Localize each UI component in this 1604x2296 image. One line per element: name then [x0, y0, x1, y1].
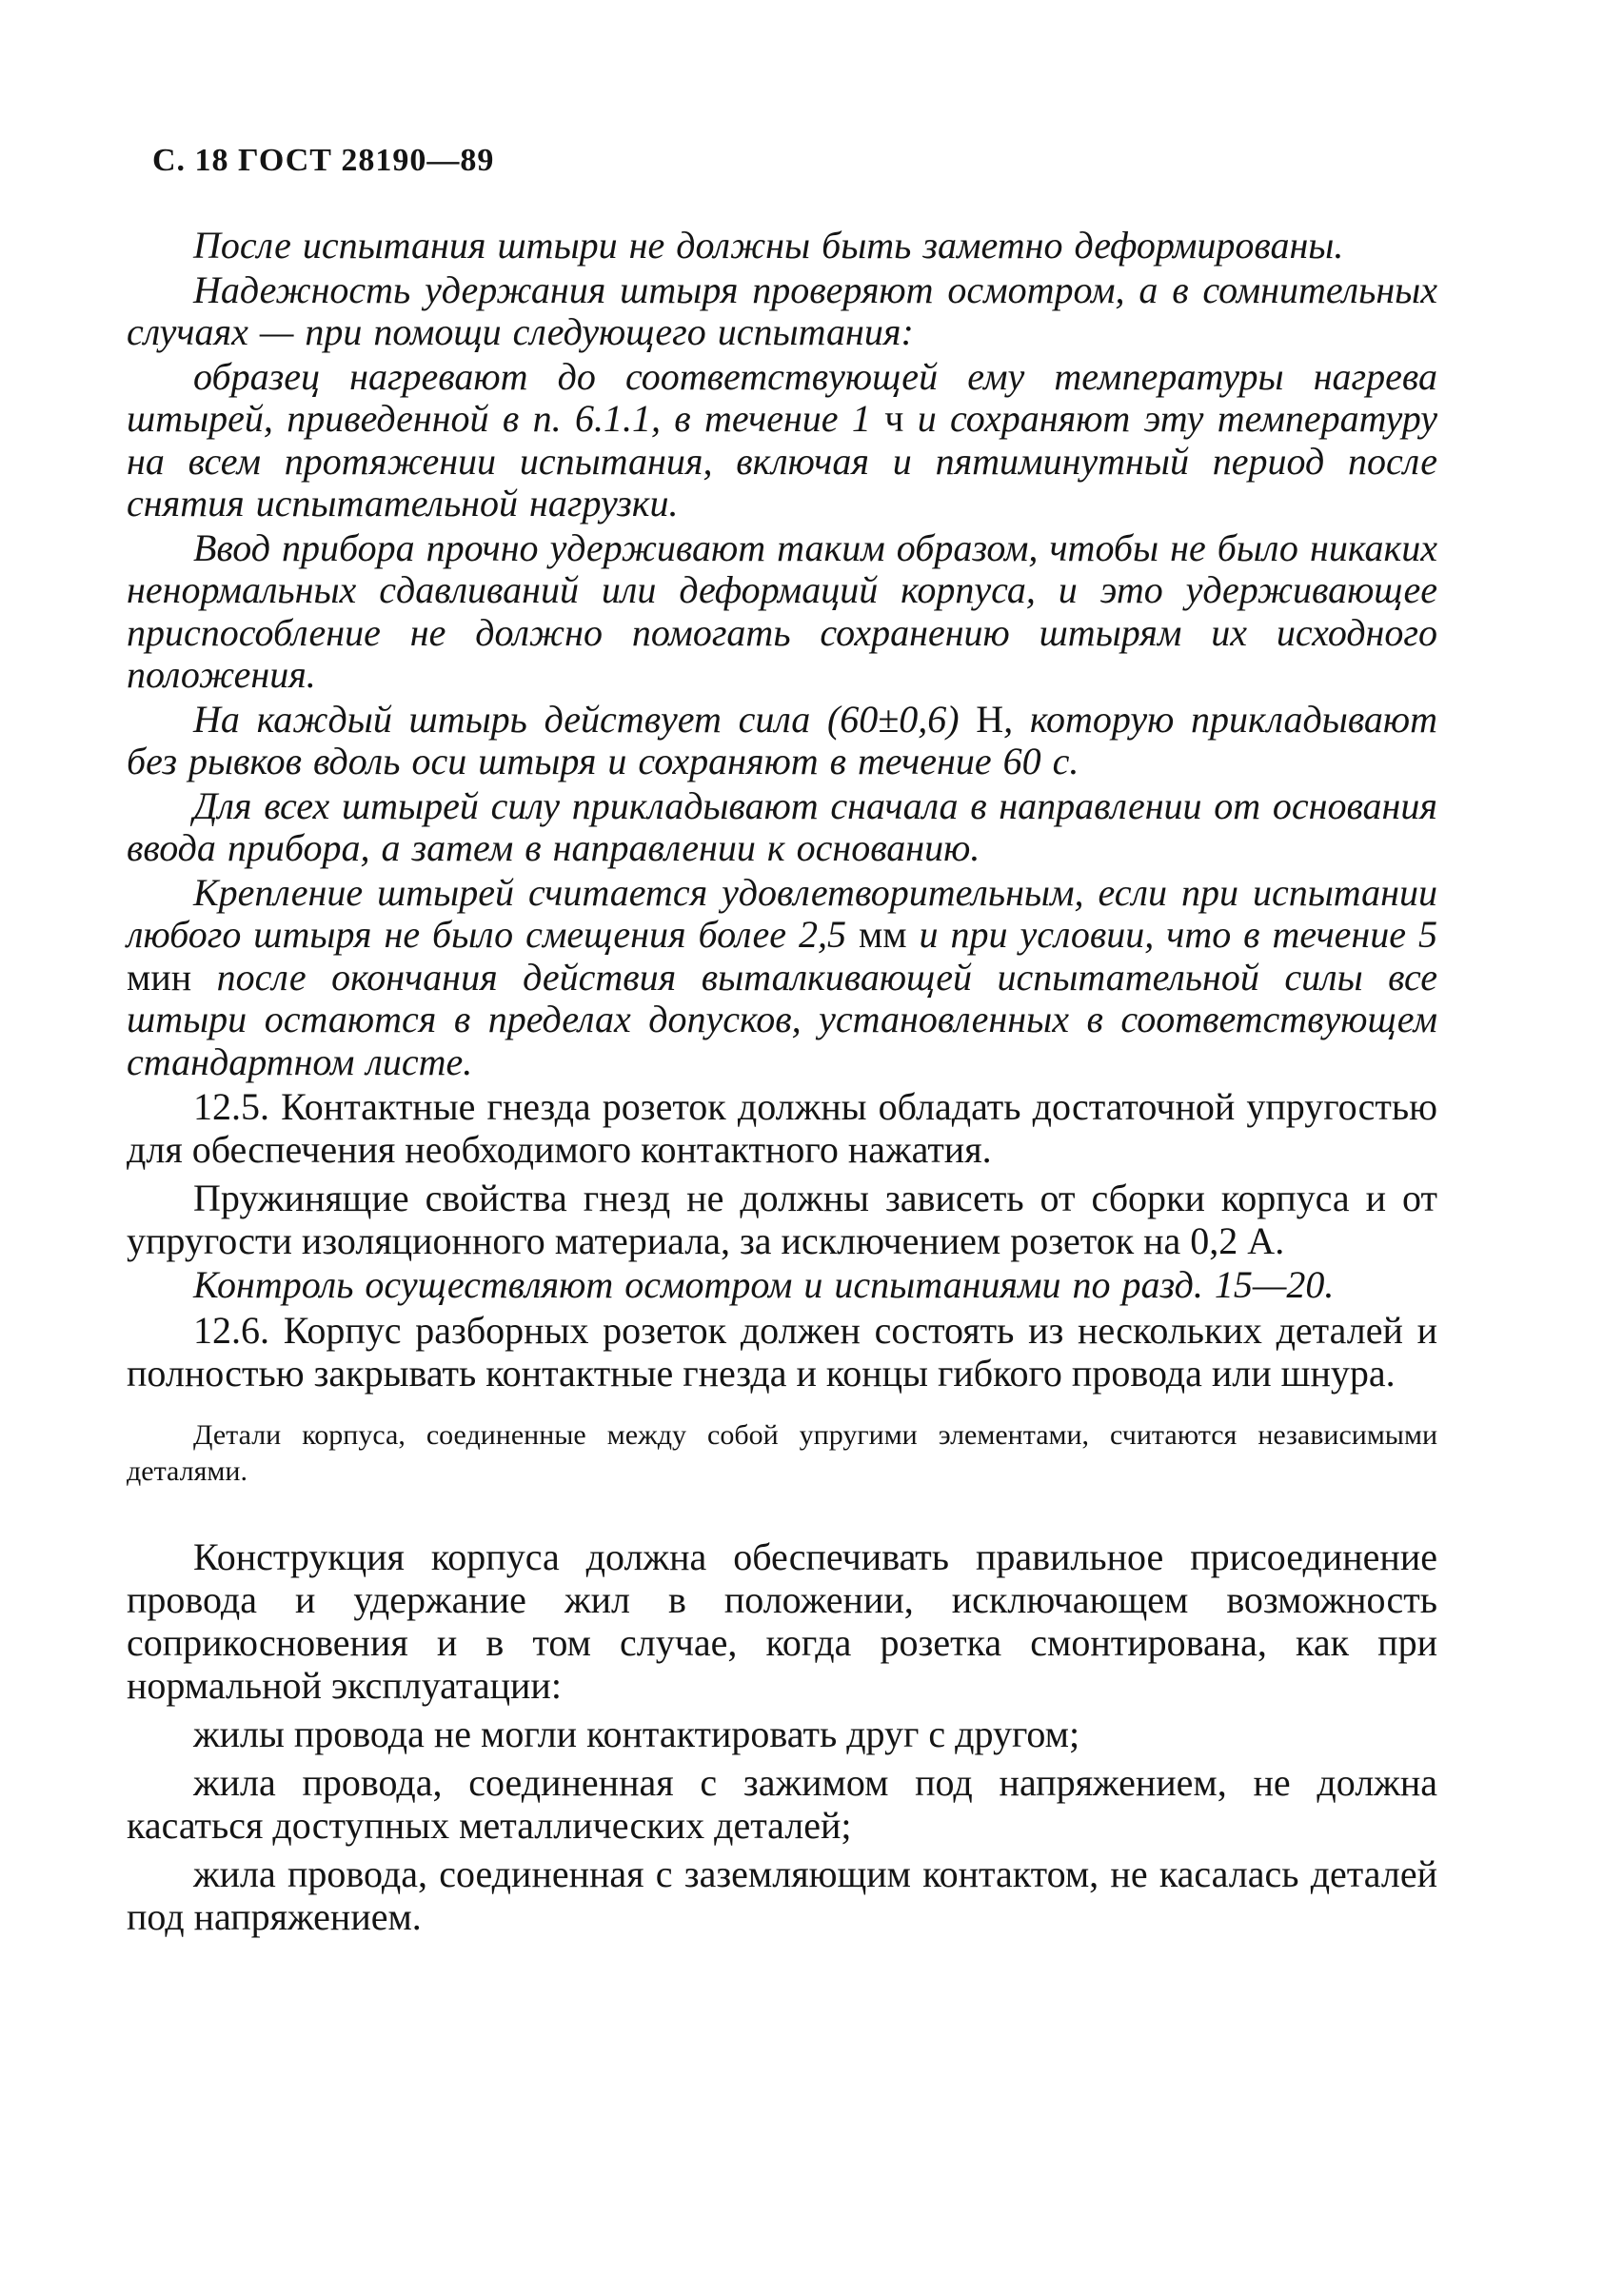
list-item-live-terminal: жила провода, соединенная с зажимом под напряжением, не должна касаться доступных металлических деталей; — [127, 1760, 1437, 1847]
text-segment: и сохраняют эту температуру на всем протяжении испытания, включая и пятиминутный период после снятия испытательной нагрузки. — [127, 397, 1437, 525]
paragraph-holding-device: Ввод прибора прочно удерживают таким образом, чтобы не было никаких ненормальных сдавливаний или деформаций корпуса, и это удерживающее приспособление не должно помогать сохранению штырям их исходного положения. — [127, 525, 1437, 696]
note-independent-parts: Детали корпуса, соединенные между собой упругими элементами, считаются независимыми деталями. — [127, 1418, 1437, 1487]
page-header: С. 18 ГОСТ 28190—89 — [152, 143, 495, 178]
paragraph-clause-12-5: 12.5. Контактные гнезда розеток должны обладать достаточной упругостью для обеспечения необходимого контактного нажатия. — [127, 1085, 1437, 1171]
unit-newton: Н — [976, 697, 1004, 741]
paragraph-pins-deformation: После испытания штыри не должны быть заметно деформированы. — [193, 224, 1344, 267]
paragraph-control: Контроль осуществляют осмотром и испытаниями по разд. 15—20. — [193, 1263, 1335, 1306]
paragraph-clause-12-6: 12.6. Корпус разборных розеток должен состоять из нескольких деталей и полностью закрывать контактные гнезда и концы гибкого провода или шнура. — [127, 1308, 1437, 1395]
text-segment: и при условии, что в течение 5 — [906, 913, 1437, 956]
list-item-earthing-contact: жила провода, соединенная с заземляющим контактом, не касалась деталей под напряжением. — [127, 1851, 1437, 1938]
paragraph-spring-properties: Пружинящие свойства гнезд не должны зависеть от сборки корпуса и от упругости изоляционного материала, за исключением розеток на 0,2 А. — [127, 1177, 1437, 1262]
text-segment: после окончания действия выталкивающей испытательной силы все штыри остаются в пределах допусков, установленных в соответствующем стандартном листе. — [127, 955, 1437, 1083]
paragraph-body-construction: Конструкция корпуса должна обеспечивать правильное присоединение провода и удержание жил в положении, исключающем возможность соприкосновения и в том случае, когда розетка смонтирована, как при нормальной эксплуатации: — [127, 1534, 1437, 1707]
text-segment: образец нагревают до соответствующей ему температуры нагрева штырей, приведенной в п. 6.1.1, в течение 1 — [127, 354, 1437, 440]
paragraph-sample-heating — [127, 356, 1437, 525]
text-segment: На каждый штырь действует сила (60±0,6) — [193, 697, 977, 741]
list-item-wires-contact: жилы провода не могли контактировать друг с другом; — [193, 1712, 1080, 1755]
paragraph-fixing-criteria — [127, 872, 1437, 1084]
unit-min: мин — [127, 955, 192, 999]
paragraph-pin-retention-check: Надежность удержания штыря проверяют осмотром, а в сомнительных случаях — при помощи следующего испытания: — [127, 267, 1437, 353]
paragraph-force-direction: Для всех штырей силу прикладывают сначала в направлении от основания ввода прибора, а затем в направлении к основанию. — [127, 783, 1437, 869]
text-segment: Крепление штырей считается удовлетворительным, если при испытании любого штыря не было смещения более 2,5 — [127, 870, 1437, 956]
unit-hour: ч — [884, 397, 904, 440]
text-segment: , которую прикладывают без рывков вдоль оси штыря и сохраняют в течение 60 с. — [127, 697, 1437, 782]
document-body — [127, 225, 1437, 1938]
paragraph-force-applied — [127, 699, 1437, 783]
unit-mm: мм — [858, 913, 907, 956]
